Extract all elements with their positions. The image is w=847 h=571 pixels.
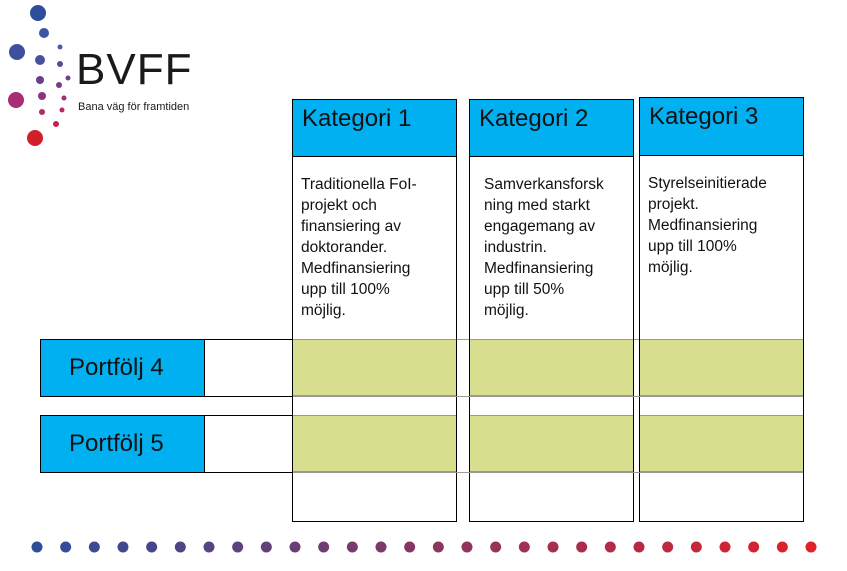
category-header-2: Kategori 2 xyxy=(470,100,633,157)
category-header-3: Kategori 3 xyxy=(640,98,803,156)
decorative-dot xyxy=(720,542,731,553)
logo-dot xyxy=(60,108,65,113)
logo-dots-graphic xyxy=(0,0,76,160)
logo-dot xyxy=(36,76,44,84)
decorative-dot xyxy=(404,542,415,553)
logo-dot xyxy=(56,82,62,88)
description-line: upp till 50% xyxy=(484,281,565,298)
logo-dot xyxy=(58,45,63,50)
decorative-dot xyxy=(433,542,444,553)
description-line: doktorander. xyxy=(301,239,388,256)
decorative-dot xyxy=(777,542,788,553)
description-line: finansiering av xyxy=(301,218,401,235)
decorative-dot xyxy=(290,542,301,553)
decorative-dot xyxy=(204,542,215,553)
logo-dot xyxy=(57,61,63,67)
logo-tagline: Bana väg för framtiden xyxy=(78,101,190,113)
decorative-dot xyxy=(118,542,129,553)
description-line: Styrelseinitierade xyxy=(648,175,767,192)
decorative-dot xyxy=(662,542,673,553)
description-line: upp till 100% xyxy=(301,281,390,298)
decorative-dot xyxy=(232,542,243,553)
row-divider xyxy=(293,396,803,397)
decorative-dot xyxy=(490,542,501,553)
decorative-dot xyxy=(60,542,71,553)
logo-dot xyxy=(27,130,43,146)
category-description-1 xyxy=(301,174,451,321)
description-line: Samverkansforsk xyxy=(484,176,604,193)
decorative-dot xyxy=(691,542,702,553)
category-header-1: Kategori 1 xyxy=(293,100,456,157)
description-line: Medfinansiering xyxy=(648,217,758,234)
decorative-dot xyxy=(806,542,817,553)
logo-dot xyxy=(39,109,45,115)
decorative-dot xyxy=(605,542,616,553)
decorative-dot xyxy=(347,542,358,553)
decorative-dot xyxy=(261,542,272,553)
matrix-cell-p5-k2 xyxy=(470,415,633,472)
logo-dot xyxy=(35,55,45,65)
decorative-dot xyxy=(318,542,329,553)
description-line: möjlig. xyxy=(648,259,693,276)
decorative-dot xyxy=(548,542,559,553)
logo-wordmark: BVFF xyxy=(76,45,193,94)
logo-dot xyxy=(9,44,25,60)
matrix-cell-p5-k3 xyxy=(640,415,803,472)
portfolio-label-5: Portfölj 5 xyxy=(40,415,205,473)
description-line: Medfinansiering xyxy=(484,260,594,277)
description-line: projekt och xyxy=(301,197,377,214)
logo-dot xyxy=(66,76,71,81)
logo-dot xyxy=(39,28,49,38)
decorative-dot xyxy=(462,542,473,553)
decorative-dot xyxy=(146,542,157,553)
description-line: möjlig. xyxy=(301,302,346,319)
row-divider xyxy=(457,339,469,340)
decorative-dot xyxy=(32,542,43,553)
decorative-dot xyxy=(376,542,387,553)
bottom-dots-row xyxy=(0,536,847,560)
description-line: Medfinansiering xyxy=(301,260,411,277)
description-line: upp till 100% xyxy=(648,238,737,255)
matrix-cell-p4-k3 xyxy=(640,339,803,396)
logo-dot xyxy=(8,92,24,108)
logo-dot xyxy=(53,121,59,127)
portfolio-blank-5 xyxy=(204,415,293,473)
description-line: Traditionella FoI- xyxy=(301,176,417,193)
logo-dot xyxy=(62,96,67,101)
decorative-dot xyxy=(175,542,186,553)
decorative-dot xyxy=(634,542,645,553)
decorative-dot xyxy=(748,542,759,553)
matrix-cell-p4-k1 xyxy=(293,339,456,396)
decorative-dot xyxy=(576,542,587,553)
decorative-dot xyxy=(89,542,100,553)
logo-dot xyxy=(30,5,46,21)
decorative-dot xyxy=(519,542,530,553)
logo-dot xyxy=(38,92,46,100)
portfolio-blank-4 xyxy=(204,339,293,397)
category-description-2 xyxy=(484,174,632,321)
matrix-cell-p4-k2 xyxy=(470,339,633,396)
matrix-cell-p5-k1 xyxy=(293,415,456,472)
category-description-3 xyxy=(648,173,803,278)
row-divider xyxy=(634,339,639,340)
description-line: industrin. xyxy=(484,239,547,256)
description-line: engagemang av xyxy=(484,218,596,235)
description-line: möjlig. xyxy=(484,302,529,319)
description-line: projekt. xyxy=(648,196,699,213)
row-divider xyxy=(293,472,803,473)
portfolio-label-4: Portfölj 4 xyxy=(40,339,205,397)
description-line: ning med starkt xyxy=(484,197,590,214)
